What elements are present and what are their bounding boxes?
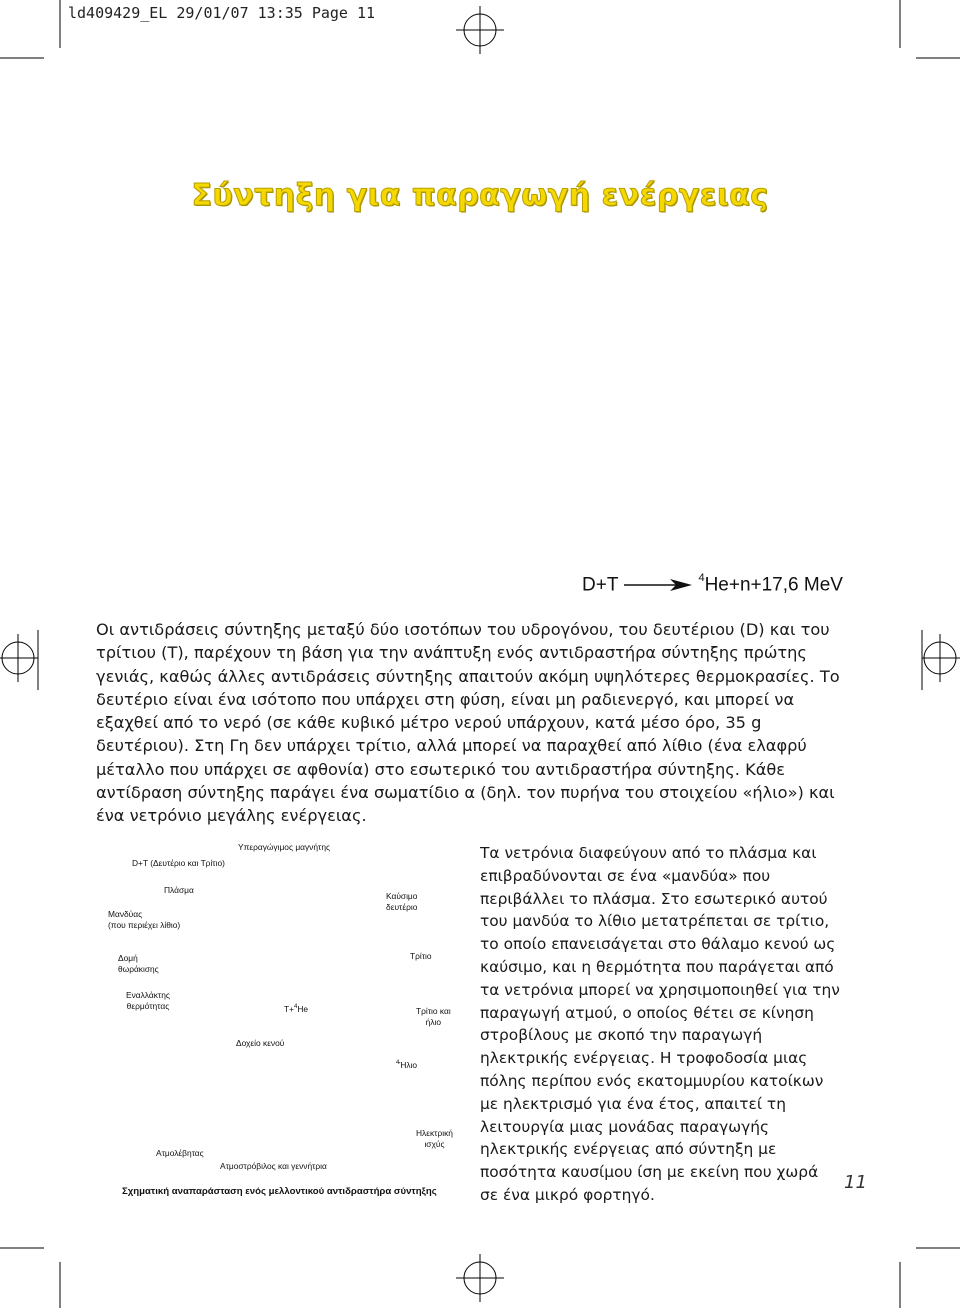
label-helium [396, 1058, 417, 1071]
label-electric-power [416, 1128, 453, 1150]
label-superconducting-magnet: Υπεραγώγιμος μαγνήτης [238, 842, 331, 852]
shield-line-1: Δομή [118, 953, 138, 963]
helium-text: Ήλιο [399, 1059, 418, 1070]
trhe-line-1: Τρίτιο και [416, 1006, 451, 1016]
the-suffix: He [297, 1003, 309, 1014]
dt-text-a: D+T ( [132, 858, 154, 868]
page-title-text: Σύντηξη για παραγωγή ενέργειας [191, 178, 769, 213]
label-turbine-generator: Ατμοστρόβιλος και γεννήτρια [220, 1161, 327, 1171]
label-t-plus-helium [284, 1002, 308, 1015]
the-prefix: T+ [284, 1003, 295, 1014]
arrow-right-icon [624, 579, 692, 591]
registration-mark-top [456, 6, 504, 54]
hx-line-2: θερμότητας [126, 1001, 170, 1011]
helium-mass: 4 [396, 1060, 400, 1066]
fuel-line-2: δευτέριο [386, 902, 418, 912]
trhe-line-2: ήλιο [425, 1017, 442, 1027]
label-dt-fuel [132, 858, 225, 869]
label-heat-exchanger [126, 990, 170, 1012]
fuel-line-1: Καύσιμο [386, 891, 418, 901]
label-steam-generator: Ατμολέβητας [156, 1148, 204, 1158]
label-plasma: Πλάσμα [164, 885, 194, 895]
blanket-line-2: (που περιέχει λίθιο) [108, 920, 181, 930]
label-deuterium-fuel [386, 891, 417, 913]
registration-mark-right [922, 630, 960, 690]
hx-line-1: Εναλλάκτης [126, 990, 170, 1000]
equation-products: He+n+17,6 MeV [704, 574, 843, 596]
shield-line-2: θωράκισης [118, 964, 159, 974]
reactor-diagram [100, 836, 470, 1176]
power-line-2: ισχύς [424, 1139, 445, 1149]
equation-mass-number: 4 [698, 572, 705, 584]
equation-reactants: D+T [582, 574, 619, 596]
page-title [0, 178, 960, 213]
fusion-equation [582, 574, 843, 596]
dt-text-c: ευτέριο και Τρίτιο) [158, 858, 225, 868]
side-paragraph: Τα νετρόνια διαφεύγουν από το πλάσμα και επιβραδύνονται σε ένα «μανδύα» που περιβάλλει το πλάσμα. Στο εσωτερικό αυτού του μανδύα το λίθιο μετατρέπεται σε τρίτιο, το οποίο επανεισάγεται στο θάλαμο κενού ως καύσιμο, και η θερμότητα που παράγεται από τα νετρόνια μπορεί να χρησιμοποιηθεί για την παραγωγή ατμού, ο οποίος θέτει σε κίνηση στροβίλους με σκοπό την παραγωγή ηλεκτρικής ενέργειας. Η τροφοδοσία μιας πόλης περίπου ενός εκατομμυρίου κατοίκων με ηλεκτρισμό για ένα έτος, απαιτεί τη λειτουργία μιας μονάδας παραγωγής ηλεκτρικής ενέργειας από σύντηξη με ποσότητα καυσίμου ίση με εκείνη που χωρά σε ένα μικρό φορτηγό. [480, 844, 840, 1204]
label-vacuum-vessel: Δοχείο κενού [236, 1038, 285, 1048]
registration-mark-left [0, 630, 38, 690]
the-mass: 4 [294, 1004, 298, 1010]
label-tritium-and-helium [416, 1006, 451, 1028]
dt-text-b: Δ [153, 858, 159, 868]
page-number: 11 [844, 1172, 867, 1193]
label-shield-structure [118, 953, 159, 975]
body-paragraph: Οι αντιδράσεις σύντηξης μεταξύ δύο ισοτόπων του υδρογόνου, του δευτέριου (D) και του τρίτιου (T), παρέχουν τη βάση για την ανάπτυξη ενός αντιδραστήρα σύντηξης πρώτης γενιάς, καθώς άλλες αντιδράσεις σύντηξης απαιτούν ακόμη υψηλότερες θερμοκρασίες. Το δευτέριο είναι ένα ισότοπο που υπάρχει στη φύση, είναι μη ραδιενεργό, και μπορεί να εξαχθεί από το νερό (σε κάθε κυβικό μέτρο νερού υπάρχουν, κατά μέσο όρο, 35 g δευτέριου). Στη Γη δεν υπάρχει τρίτιο, αλλά μπορεί να παραχθεί από λίθιο (ένα ελαφρύ μέταλλο που υπάρχει σε αφθονία) στο εσωτερικό του αντιδραστήρα σύντηξης. Κάθε αντίδραση σύντηξης παράγει ένα σωματίδιο α (δηλ. τον πυρήνα του στοιχείου «ήλιο») και ένα νετρόνιο μεγάλης ενέργειας. [96, 620, 840, 826]
blanket-line-1: Μανδύας [108, 909, 143, 919]
registration-mark-bottom [456, 1254, 504, 1302]
print-slug-header: ld409429_EL 29/01/07 13:35 Page 11 [68, 4, 376, 22]
label-blanket [108, 909, 180, 931]
diagram-caption: Σχηματική αναπαράσταση ενός μελλοντικού αντιδραστήρα σύντηξης [122, 1186, 437, 1197]
label-tritium: Τρίτιο [410, 951, 432, 961]
power-line-1: Ηλεκτρική [416, 1128, 453, 1138]
